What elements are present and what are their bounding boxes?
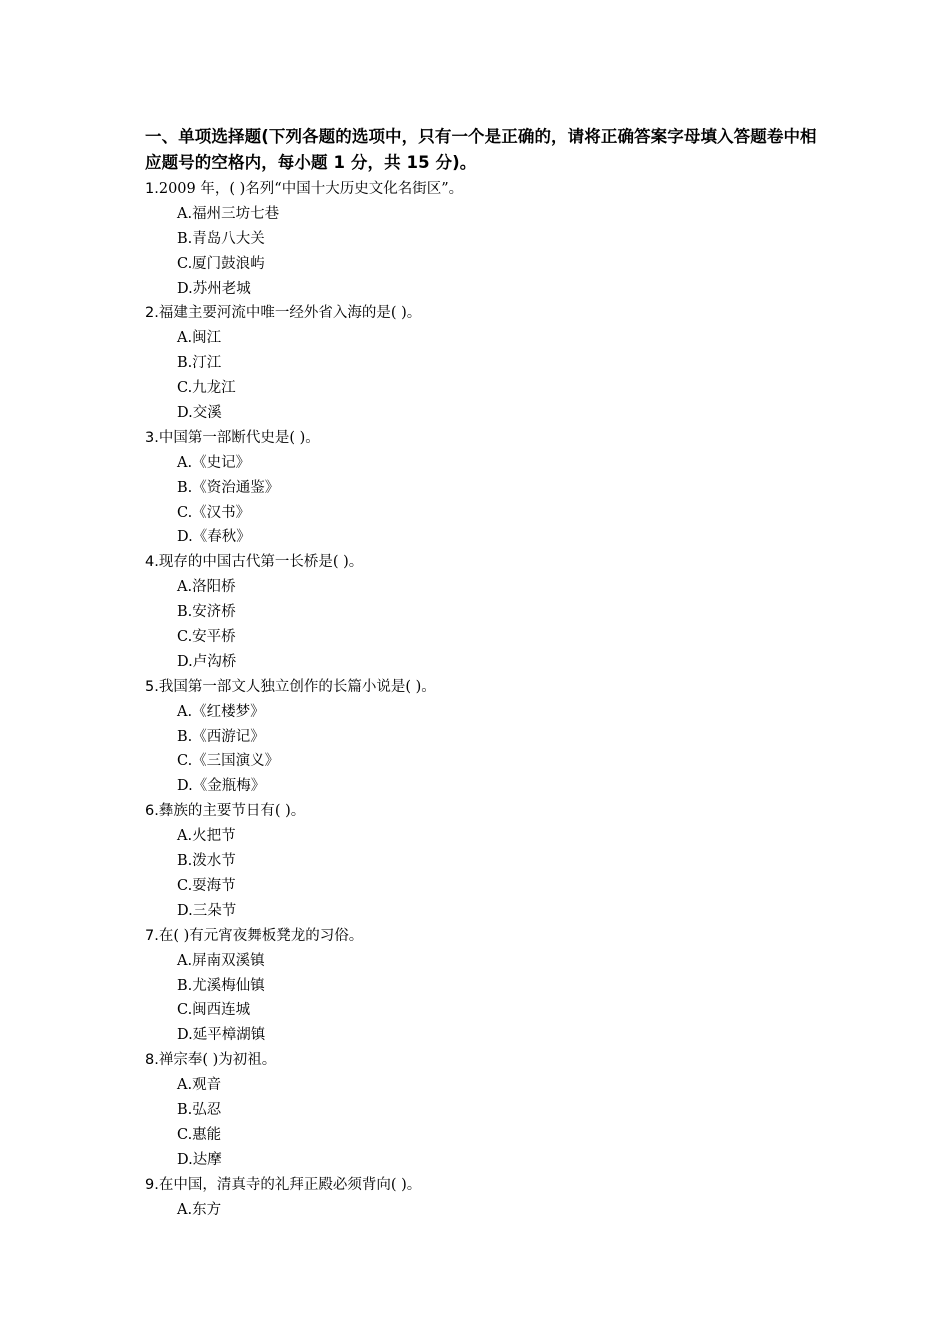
option-3-a: A.《史记》 — [177, 454, 251, 471]
option-2-c: C.九龙江 — [177, 380, 236, 397]
section-heading: 一、单项选择题(下列各题的选项中，只有一个是正确的，请将正确答案字母填入答题卷中相应题号的空格内，每小题 1 分，共 15 分)。 — [145, 127, 817, 172]
question-2 — [145, 301, 825, 326]
question-text: 我国第一部文人独立创作的长篇小说是( )。 — [158, 678, 436, 695]
question-number: 9. — [145, 1176, 159, 1193]
option-3-c: C.《汉书》 — [177, 504, 251, 521]
option-1-b: B.青岛八大关 — [177, 230, 265, 247]
option-4-c: C.安平桥 — [177, 629, 236, 646]
option-7-a: A.屏南双溪镇 — [177, 952, 265, 969]
question-text: 彝族的主要节日有( )。 — [158, 803, 306, 820]
option-8-d: D.达摩 — [177, 1151, 222, 1168]
option-4-d: D.卢沟桥 — [177, 653, 237, 670]
option-5-a: A.《红楼梦》 — [177, 703, 265, 720]
question-number: 1. — [145, 181, 159, 197]
option-4-b: B.安济桥 — [177, 604, 236, 621]
question-number: 4. — [145, 554, 159, 571]
option-4-a: A.洛阳桥 — [177, 579, 236, 596]
option-6-a: A.火把节 — [177, 828, 236, 845]
question-number: 3. — [145, 429, 159, 446]
option-6-b: B.泼水节 — [177, 853, 236, 870]
option-8-b: B.弘忍 — [177, 1101, 222, 1118]
option-8-a: A.观音 — [177, 1077, 222, 1094]
option-6-d: D.三朵节 — [177, 902, 237, 919]
option-1-a: A.福州三坊七巷 — [177, 205, 280, 222]
question-number: 6. — [145, 803, 159, 820]
question-8 — [145, 1048, 825, 1073]
option-1-d: D.苏州老城 — [177, 280, 251, 297]
question-list — [145, 177, 825, 1222]
question-text: 2009 年，( )名列“中国十大历史文化名街区”。 — [158, 181, 464, 197]
question-5 — [145, 675, 825, 700]
question-number: 5. — [145, 678, 159, 695]
option-7-b: B.尤溪梅仙镇 — [177, 977, 265, 994]
option-2-a: A.闽江 — [177, 330, 222, 347]
question-6 — [145, 799, 825, 824]
option-2-b: B.汀江 — [177, 355, 222, 372]
option-7-d: D.延平樟湖镇 — [177, 1027, 266, 1044]
option-1-c: C.厦门鼓浪屿 — [177, 255, 265, 272]
question-3 — [145, 426, 825, 451]
question-4 — [145, 550, 825, 575]
option-5-c: C.《三国演义》 — [177, 753, 280, 770]
option-2-d: D.交溪 — [177, 405, 222, 422]
exam-content — [145, 124, 825, 1222]
option-9-a: A.东方 — [177, 1201, 222, 1218]
option-5-b: B.《西游记》 — [177, 728, 265, 745]
option-3-b: B.《资治通鉴》 — [177, 479, 280, 496]
option-3-d: D.《春秋》 — [177, 529, 251, 546]
question-number: 7. — [145, 927, 159, 944]
question-text: 福建主要河流中唯一经外省入海的是( )。 — [158, 305, 422, 322]
question-7 — [145, 924, 825, 949]
question-1 — [145, 177, 825, 202]
question-number: 8. — [145, 1052, 159, 1069]
question-text: 现存的中国古代第一长桥是( )。 — [158, 554, 364, 571]
option-8-c: C.惠能 — [177, 1126, 222, 1143]
question-text: 禅宗奉( )为初祖。 — [158, 1052, 277, 1069]
question-9 — [145, 1173, 825, 1198]
question-text: 在( )有元宵夜舞板凳龙的习俗。 — [158, 927, 364, 944]
option-6-c: C.耍海节 — [177, 877, 236, 894]
option-7-c: C.闽西连城 — [177, 1002, 251, 1019]
question-text: 在中国，清真寺的礼拜正殿必须背向( )。 — [158, 1176, 422, 1193]
question-number: 2. — [145, 305, 159, 322]
question-text: 中国第一部断代史是( )。 — [158, 429, 320, 446]
option-5-d: D.《金瓶梅》 — [177, 778, 266, 795]
